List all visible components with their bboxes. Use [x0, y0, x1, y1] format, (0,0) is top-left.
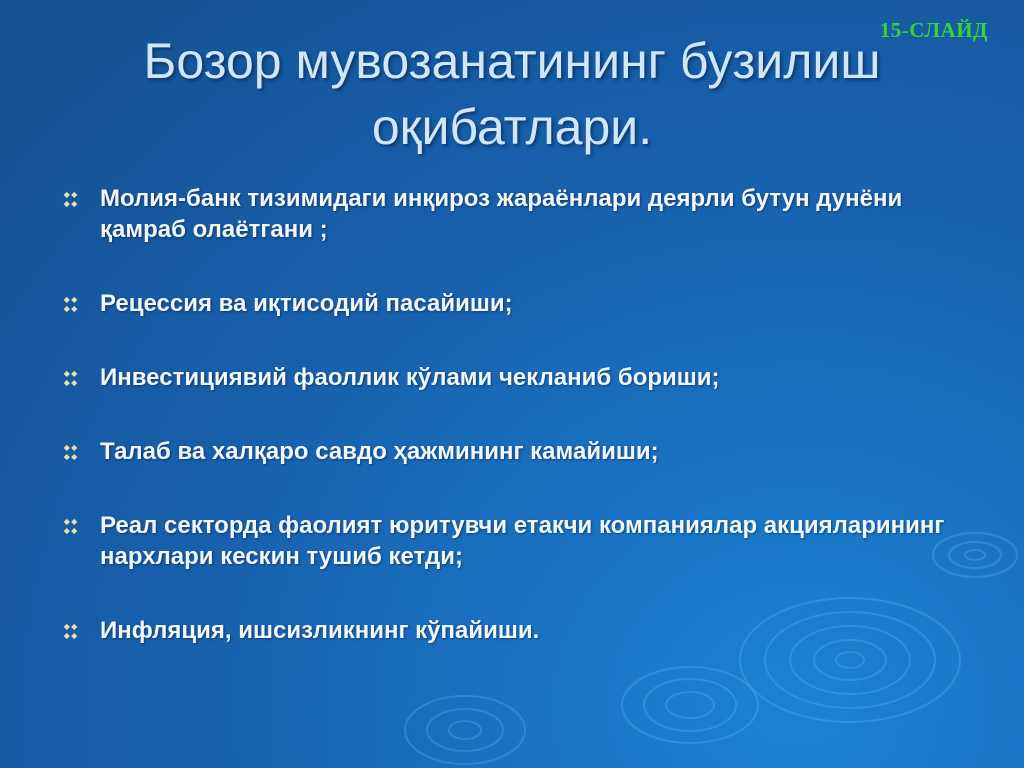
bullet-text: Реал секторда фаолият юритувчи етакчи компаниялар акцияларининг нархлари кескин тушиб кетди;	[100, 512, 945, 570]
bullet-text: Рецессия ва иқтисодий пасайиши;	[100, 290, 513, 317]
slide-number: 15-СЛАЙД	[879, 18, 988, 42]
bullet-item	[62, 436, 962, 467]
bullet-item	[62, 288, 962, 319]
bullet-item	[62, 183, 962, 245]
diamond-bullet-icon	[62, 370, 79, 387]
slide-title: Бозор мувозанатининг бузилиш оқибатлари.	[143, 33, 881, 155]
diamond-bullet-icon	[62, 623, 79, 640]
diamond-bullet-icon	[62, 191, 79, 208]
diamond-bullet-icon	[62, 444, 79, 461]
diamond-bullet-icon	[62, 296, 79, 313]
bullet-text: Молия-банк тизимидаги инқироз жараёнлари деярли бутун дунёни қамраб олаётгани ;	[100, 185, 903, 243]
bullet-item	[62, 362, 962, 393]
diamond-bullet-icon	[62, 518, 79, 535]
bullet-text: Инфляция, ишсизликнинг кўпайиши.	[100, 617, 540, 644]
bullet-item	[62, 510, 962, 572]
bullet-list	[62, 183, 962, 646]
bullet-item	[62, 615, 962, 646]
bullet-text: Талаб ва халқаро савдо ҳажмининг камайиши;	[100, 438, 659, 465]
bullet-text: Инвестициявий фаоллик кўлами чекланиб бориши;	[100, 364, 720, 391]
